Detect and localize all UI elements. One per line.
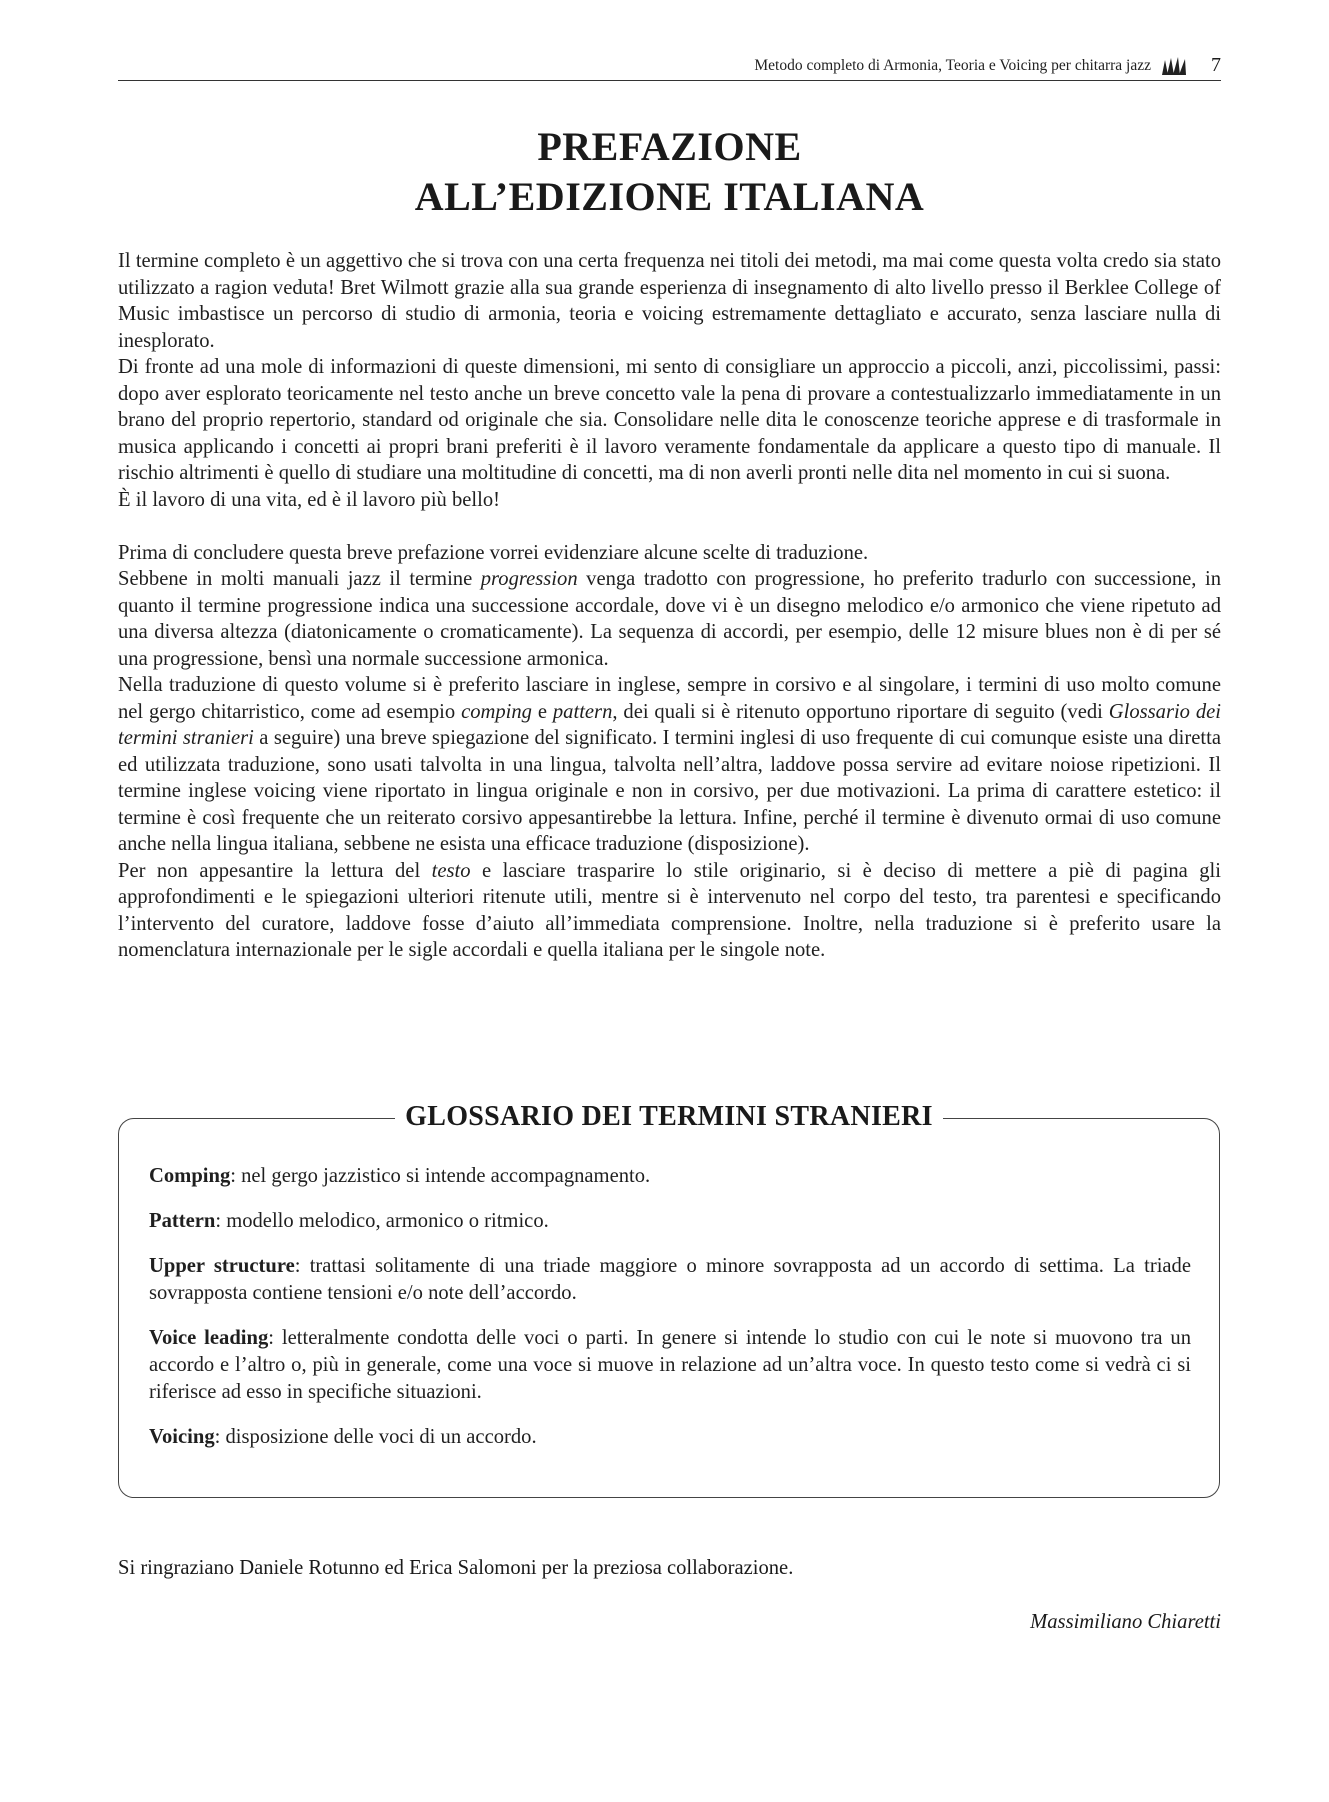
acknowledgements: Si ringraziano Daniele Rotunno ed Erica Salomoni per la preziosa collaborazione. <box>118 1557 794 1579</box>
paragraph-2: Di fronte ad una mole di informazioni di queste dimensioni, mi sento di consigliare un approccio a piccoli, anzi, piccolissimi, passi: dopo aver esplorato teoricamente nel testo anche un breve concetto vale la pena di provare a contestualizzarlo immediatamente in un brano del proprio repertorio, standard od originale che sia. Consolidare nelle dita le conoscenze teoriche apprese e di trasformale in musica applicando i concetti ai propri brani preferiti è il lavoro veramente fondamentale da applicare a questo tipo di manuale. Il rischio altrimenti è quello di studiare una moltitudine di concetti, ma di non averli pronti nelle dita nel momento in cui si suona. <box>118 356 1221 484</box>
italic-term: comping <box>461 700 532 723</box>
paragraph-3: È il lavoro di una vita, ed è il lavoro più bello! <box>118 488 501 511</box>
glossary-term: Pattern <box>149 1210 216 1232</box>
glossary-term: Upper structure <box>149 1255 295 1277</box>
page-title-line-1: PREFAZIONE <box>537 124 802 169</box>
italic-reference: Glossario dei termini stranieri <box>118 700 1222 749</box>
glossary-definition: : trattasi solitamente di una triade maggiore o minore sovrapposta ad un accordo di settima. La triade sovrapposta contiene tensioni e/o note dell’accordo. <box>149 1255 1191 1304</box>
running-title: Metodo completo di Armonia, Teoria e Voicing per chitarra jazz <box>754 57 1151 74</box>
glossary-definition: : disposizione delle voci di un accordo. <box>214 1426 537 1448</box>
glossary-term: Voice leading <box>149 1327 269 1349</box>
page-title-line-2: ALL’EDIZIONE ITALIANA <box>414 174 925 219</box>
paragraph-5: Sebbene in molti manuali jazz il termine progression venga tradotto con progressione, ho preferito tradurlo con successione, in quanto il termine progressione indica una successione accordale, dove vi è un disegno melodico e/o armonico che viene ripetuto ad una diversa altezza (diatonicamente o cromaticamente). La sequenza di accordi, per esempio, delle 12 misure blues non è di per sé una progressione, bensì una normale successione armonica. <box>118 568 1221 670</box>
glossary-title: GLOSSARIO DEI TERMINI STRANIERI <box>119 1097 1219 1137</box>
paragraph-4: Prima di concludere questa breve prefazione vorrei evidenziare alcune scelte di traduzione. <box>118 541 869 564</box>
paragraph-1: Il termine completo è un aggettivo che si trova con una certa frequenza nei titoli dei metodi, ma mai come questa volta credo sia stato utilizzato a ragion veduta! Bret Wilmott grazie alla sua grande esperienza di insegnamento di alto livello presso il Berklee College of Music imbastisce un percorso di studio di armonia, teoria e voicing estremamente dettagliato e accurato, senza lasciare nulla di inesplorato. <box>118 250 1221 352</box>
italic-term: progression <box>480 568 578 590</box>
glossary-box <box>118 1101 1220 1498</box>
page-number: 7 <box>1211 54 1221 76</box>
paragraph-7: Per non appesantire la lettura del testo e lasciare trasparire lo stile originario, si è deciso di mettere a piè di pagina gli approfondimenti e le spiegazioni ulteriori ritenute utili, mentre si è intervenuto nel corpo del testo, tra parentesi e specificando l’intervento del curatore, laddove fosse d’aiuto all’immediata comprensione. Inoltre, nella traduzione si è preferito usare la nomenclatura internazionale per le sigle accordali e quella italiana per le singole note. <box>118 859 1221 961</box>
page-title <box>118 122 1221 222</box>
glossary-term: Voicing <box>149 1426 215 1448</box>
preface-body <box>118 248 1221 964</box>
italic-term: testo <box>431 859 471 882</box>
paragraph-6: Nella traduzione di questo volume si è preferito lasciare in inglese, sempre in corsivo e al singolare, i termini di uso molto comune nel gergo chitarristico, come ad esempio comping e pattern, dei quali si è ritenuto opportuno riportare di seguito (vedi Glossario dei termini stranieri a seguire) una breve spiegazione del significato. I termini inglesi di uso frequente di cui comunque esiste una diretta ed utilizzata traduzione, sono usati talvolta in una lingua, talvolta nell’altra, laddove possa servire ad evitare noiose ripetizioni. Il termine inglese voicing viene riportato in lingua originale e non in corsivo, per due motivazioni. La prima di carattere estetico: il termine è così frequente che un reiterato corsivo appesantirebbe la lettura. Infine, perché il termine è divenuto ormai di uso comune anche nella lingua italiana, sebbene ne esista una efficace traduzione (disposizione). <box>118 674 1222 855</box>
paragraph-gap <box>118 513 1221 540</box>
glossary-definition: : modello melodico, armonico o ritmico. <box>215 1210 549 1232</box>
running-header <box>118 56 1221 81</box>
publisher-logo-icon <box>1161 56 1187 76</box>
glossary-item <box>149 1163 1191 1190</box>
glossary-definition: : nel gergo jazzistico si intende accompagnamento. <box>230 1165 651 1187</box>
author-signature: Massimiliano Chiaretti <box>1030 1611 1221 1633</box>
glossary-list <box>149 1163 1191 1469</box>
glossary-definition: : letteralmente condotta delle voci o parti. In genere si intende lo studio con cui le note si muovono tra un accordo e l’altro o, più in generale, come una voce si muove in relazione ad un’altra voce. In questo testo come si vedrà ci si riferisce ad esso in specifiche situazioni. <box>149 1327 1191 1403</box>
glossary-item <box>149 1208 1191 1235</box>
glossary-term: Comping <box>149 1165 231 1187</box>
glossary-item <box>149 1325 1191 1406</box>
glossary-item <box>149 1424 1191 1451</box>
italic-term: pattern <box>552 700 613 723</box>
glossary-item <box>149 1253 1191 1307</box>
